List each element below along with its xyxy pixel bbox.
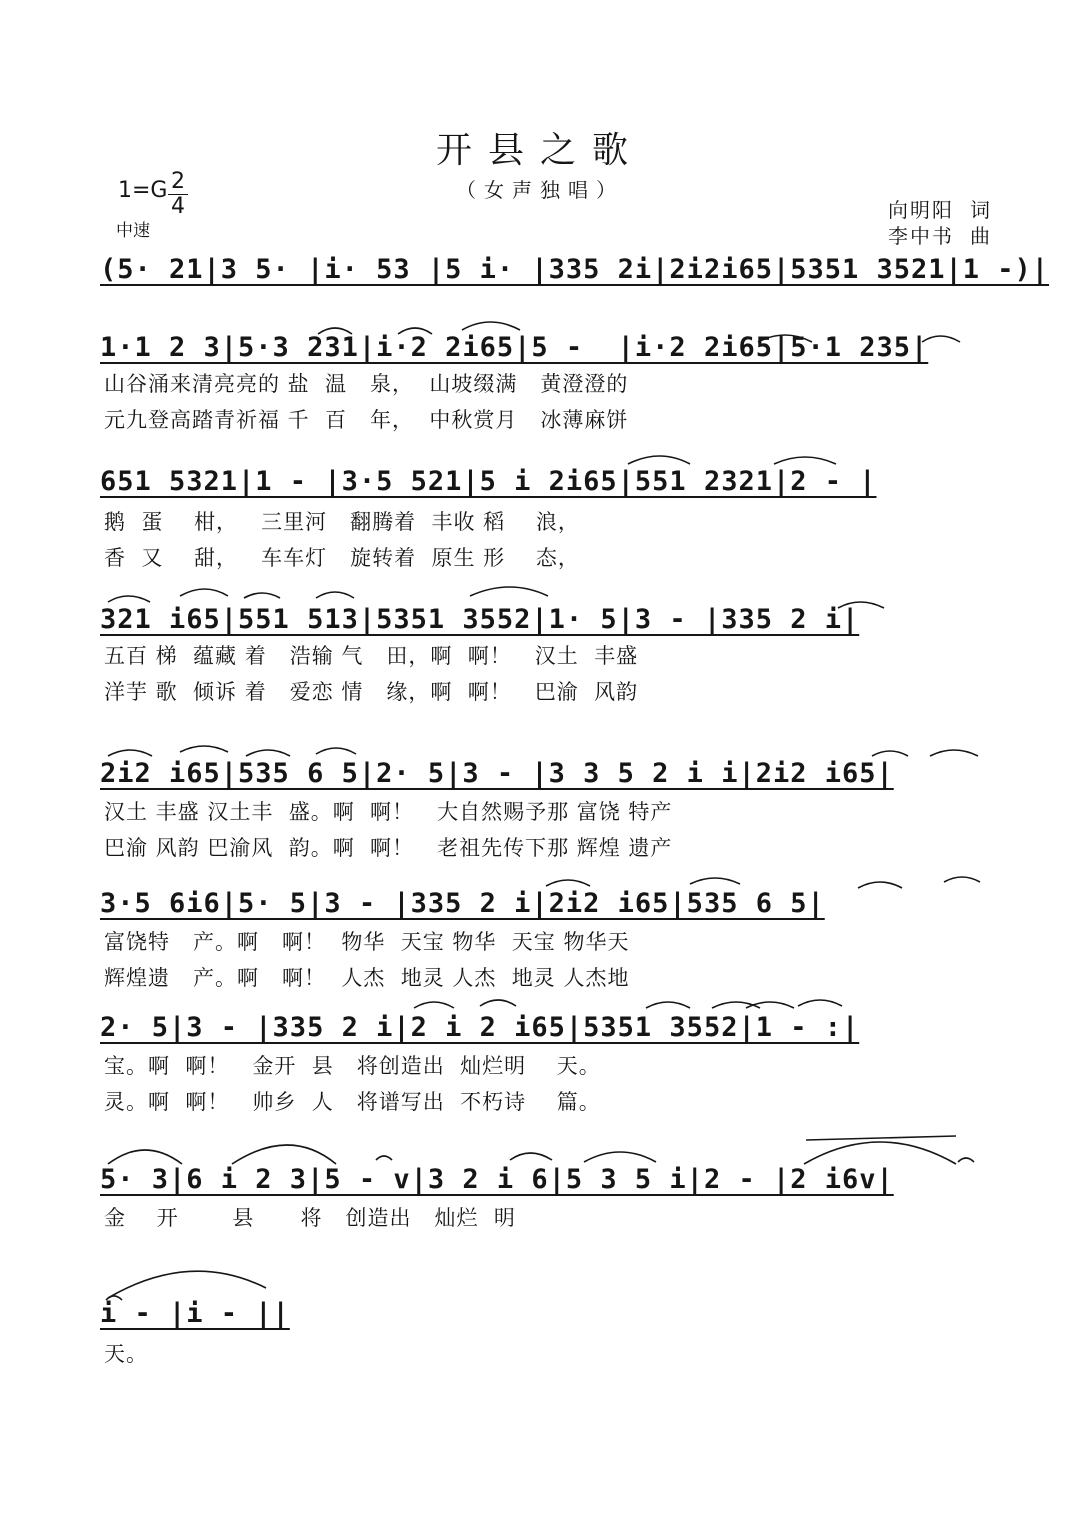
lyrics-verse2-line-7: 灵。啊 啊！ 帅乡 人 将谱写出 不朽诗 篇。 bbox=[104, 1090, 601, 1114]
notation-line-6: 3·5 6i6|5· 5|3 - |335 2 i|2i2 i65|535 6 5| bbox=[100, 888, 825, 919]
lyrics-verse1-line-3: 鹅 蛋 柑， 三里河 翻腾着 丰收 稻 浪， bbox=[104, 510, 580, 534]
lyrics-verse1-line-5: 汉土 丰盛 汉土丰 盛。啊 啊！ 大自然赐予那 富饶 特产 bbox=[104, 800, 673, 824]
lyrics-verse1-line-9: 天。 bbox=[104, 1342, 148, 1366]
song-title: 开县之歌 bbox=[435, 130, 644, 171]
notation-line-7: 2· 5|3 - |335 2 i|2 i 2 i65|5351 3552|1 - :| bbox=[100, 1012, 860, 1043]
lyrics-verse1-line-4: 五百 梯 蕴藏 着 浩输 气 田，啊 啊！ 汉土 丰盛 bbox=[104, 644, 639, 668]
notation-line-9: i - |i - || bbox=[100, 1298, 290, 1329]
notation-line-1: (5· 21|3 5· |i· 53 |5 i· |335 2i|2i2i65|5351 3521|1 -)| bbox=[100, 254, 1050, 285]
lyricist-name: 向明阳 bbox=[888, 198, 954, 222]
notation-line-2: 1·1 2 3|5·3 231|i·2 2i65|5 - |i·2 2i65|5·1 235| bbox=[100, 332, 929, 363]
lyricist-role: 词 bbox=[970, 198, 992, 222]
lyrics-verse2-line-4: 洋芋 歌 倾诉 着 爱恋 情 缘，啊 啊！ 巴渝 风韵 bbox=[104, 680, 639, 704]
lyrics-verse2-line-6: 辉煌遗 产。啊 啊！ 人杰 地灵 人杰 地灵 人杰地 bbox=[104, 966, 630, 990]
notation-line-4: 321 i65|551 513|5351 3552|1· 5|3 - |335 2 i| bbox=[100, 604, 860, 635]
time-signature-bottom: 4 bbox=[168, 194, 188, 219]
lyrics-verse1-line-2: 山谷涌来清亮亮的 盐 温 泉， 山坡缀满 黄澄澄的 bbox=[104, 372, 629, 396]
song-subtitle: （女声独唱） bbox=[456, 178, 624, 202]
tempo-marking: 中速 bbox=[116, 221, 150, 241]
composer-role: 曲 bbox=[970, 224, 992, 248]
lyrics-verse2-line-2: 元九登高踏青祈福 千 百 年， 中秋赏月 冰薄麻饼 bbox=[104, 408, 629, 432]
lyrics-verse2-line-3: 香 又 甜， 车车灯 旋转着 原生 形 态， bbox=[104, 546, 580, 570]
notation-line-3: 651 5321|1 - |3·5 521|5 i 2i65|551 2321|2 - | bbox=[100, 466, 877, 497]
composer-name: 李中书 bbox=[888, 224, 954, 248]
lyrics-verse1-line-8: 金 开 县 将 创造出 灿烂 明 bbox=[104, 1206, 516, 1230]
notation-line-5: 2i2 i65|535 6 5|2· 5|3 - |3 3 5 2 i i|2i2 i65| bbox=[100, 758, 894, 789]
lyrics-verse1-line-7: 宝。啊 啊！ 金开 县 将创造出 灿烂明 天。 bbox=[104, 1054, 601, 1078]
notation-line-8: 5· 3|6 i 2 3|5 - v|3 2 i 6|5 3 5 i|2 - |2 i6v| bbox=[100, 1164, 894, 1195]
key-signature: 1=G bbox=[118, 178, 168, 203]
lyrics-verse2-line-5: 巴渝 风韵 巴渝风 韵。啊 啊！ 老祖先传下那 辉煌 遗产 bbox=[104, 836, 673, 860]
time-signature-top: 2 bbox=[171, 169, 185, 194]
lyrics-verse1-line-6: 富饶特 产。啊 啊！ 物华 天宝 物华 天宝 物华天 bbox=[104, 930, 630, 954]
